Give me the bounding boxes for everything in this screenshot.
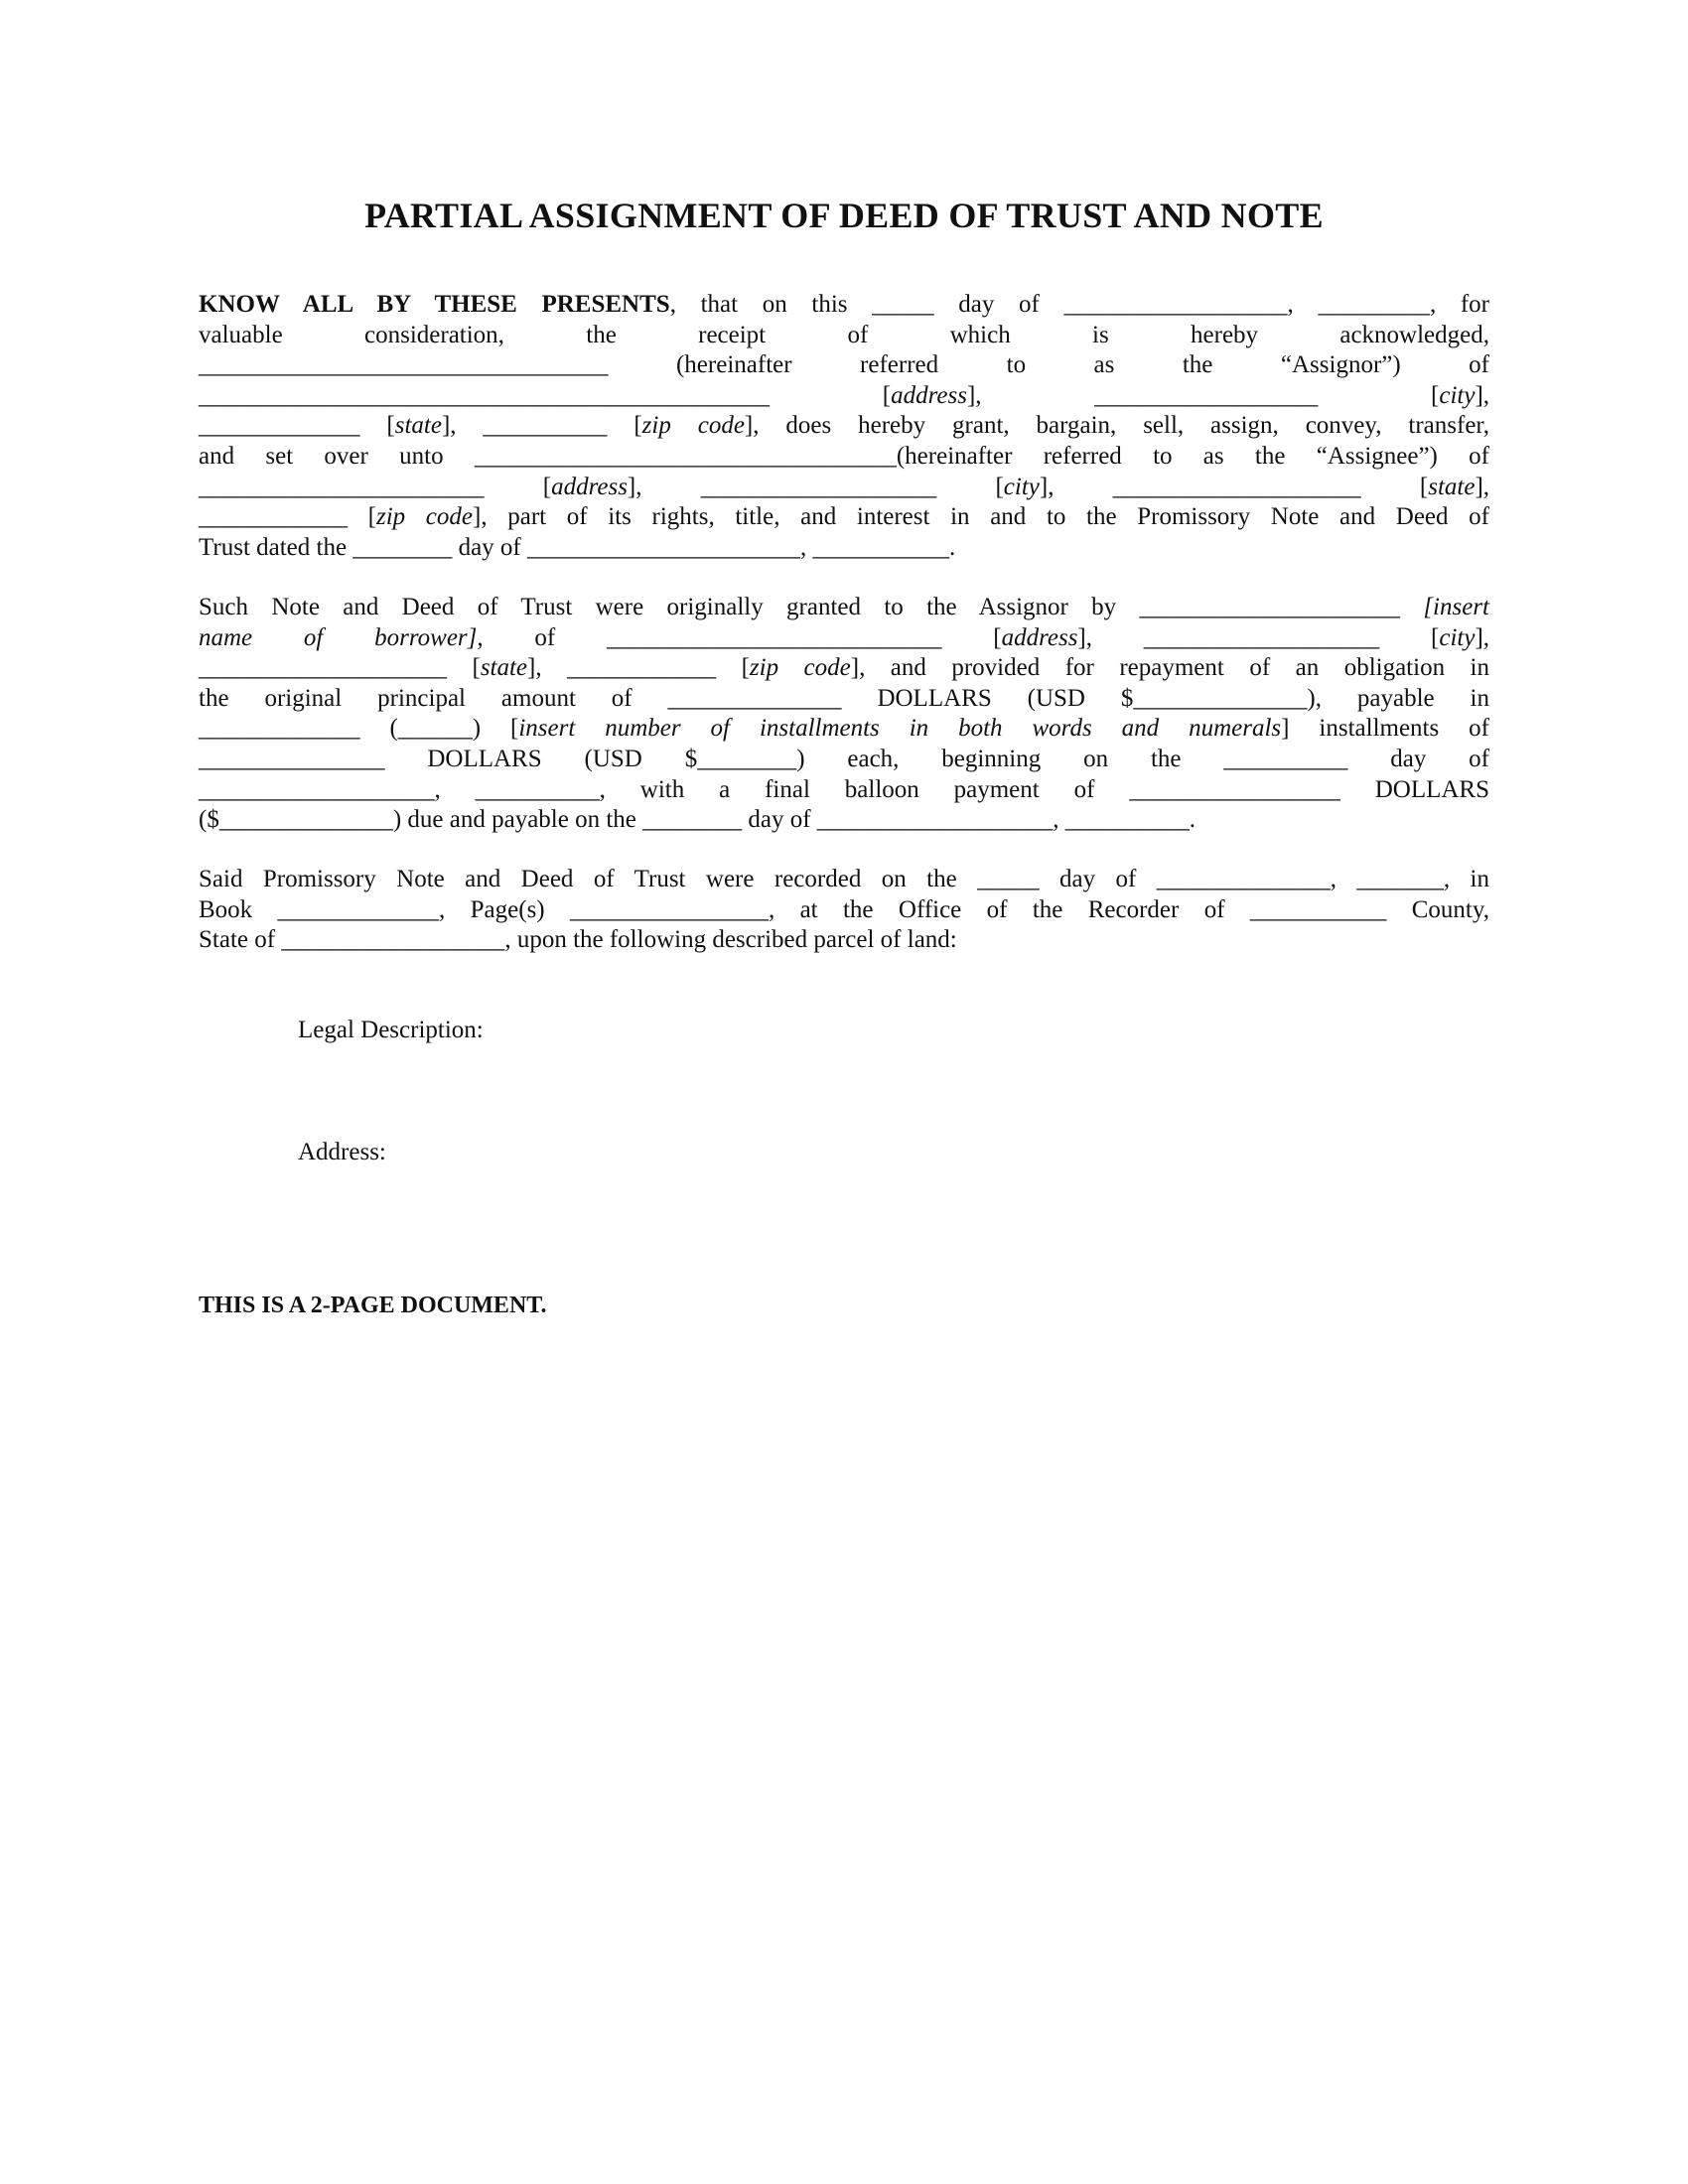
placeholder-hint: [city]	[995, 473, 1049, 500]
text-segment: , that on this _____ day of __________________, _________, for	[669, 291, 1489, 318]
text-line	[199, 290, 1489, 321]
text-segment: , does hereby grant, bargain, sell, assign, convey, transfer,	[753, 412, 1490, 440]
text-segment: , __________________	[975, 381, 1432, 409]
placeholder-hint: [zip code]	[741, 654, 860, 682]
text-segment: and set over unto __________________________________(hereinafter referred to as the “Assignee”) of	[199, 442, 1489, 470]
text-segment: _______________________	[199, 473, 543, 500]
text-segment: , of ___________________________	[477, 623, 994, 651]
text-segment: , ___________________	[635, 473, 996, 500]
text-line	[199, 350, 1489, 381]
text-segment: ,	[1482, 381, 1490, 409]
text-line	[199, 775, 1489, 806]
text-segment: name of borrower]	[199, 623, 478, 651]
text-segment: , ___________________	[1085, 623, 1432, 651]
text-line	[199, 593, 1489, 623]
text-line	[199, 745, 1489, 775]
text-line	[199, 321, 1489, 351]
placeholder-hint: [state]	[1419, 473, 1483, 500]
text-segment: , __________	[450, 412, 634, 440]
text-line	[199, 411, 1489, 442]
text-segment: ] installments of	[1281, 715, 1489, 743]
text-line	[199, 533, 1489, 564]
document-title: PARTIAL ASSIGNMENT OF DEED OF TRUST AND NOTE	[364, 196, 1324, 235]
text-segment: ____________	[199, 503, 368, 531]
legal-description-label: Legal Description:	[298, 1017, 484, 1043]
address-label: Address:	[298, 1139, 386, 1165]
text-line	[199, 653, 1489, 684]
placeholder-hint: [zip code]	[633, 412, 754, 440]
text-segment: , ____________________	[1048, 473, 1420, 500]
placeholder-hint: [address]	[993, 623, 1086, 651]
text-line	[199, 714, 1489, 745]
text-segment: State of __________________, upon the following described parcel of land:	[199, 926, 957, 954]
text-segment: insert number of installments in both words and numerals	[518, 715, 1282, 743]
text-segment: _________________________________ (hereinafter referred to as the “Assignor”) of	[199, 351, 1489, 379]
text-segment: ___________________, __________, with a final balloon payment of _________________ DOLLARS	[199, 775, 1489, 803]
text-line	[199, 805, 1489, 836]
text-line	[199, 623, 1489, 654]
text-segment: _____________	[199, 412, 387, 440]
text-segment: ____________________	[199, 654, 473, 682]
page-count-note: THIS IS A 2-PAGE DOCUMENT.	[199, 1293, 547, 1318]
text-segment: , ____________	[535, 654, 742, 682]
text-segment: ,	[1482, 473, 1490, 500]
placeholder-hint: [city]	[1431, 381, 1483, 409]
text-line	[199, 473, 1489, 503]
text-segment: Such Note and Deed of Trust were originally granted to the Assignor by _____________________	[199, 594, 1424, 620]
text-line	[199, 684, 1489, 715]
emphasis-text: KNOW ALL BY THESE PRESENTS	[199, 291, 670, 318]
paragraph-assignment-grant	[199, 290, 1489, 563]
placeholder-hint: [state]	[386, 412, 451, 440]
text-segment: ($______________) due and payable on the ________ day of ___________________, __________.	[199, 806, 1196, 834]
text-segment: Said Promissory Note and Deed of Trust were recorded on the _____ day of ______________, _______, in	[199, 866, 1489, 892]
text-line	[199, 381, 1489, 412]
text-line	[199, 895, 1489, 926]
text-segment: , and provided for repayment of an obligation in	[859, 654, 1489, 682]
text-segment: the original principal amount of ______________ DOLLARS (USD $______________), payable in	[199, 684, 1489, 712]
text-segment: Book _____________, Page(s) ________________, at the Office of the Recorder of ___________ County,	[199, 895, 1489, 923]
text-segment: _____________ (______) [	[199, 715, 519, 743]
text-segment: valuable consideration, the receipt of which is hereby acknowledged,	[199, 321, 1489, 348]
text-segment: [insert	[1423, 594, 1489, 620]
text-line	[199, 502, 1489, 533]
text-line	[199, 865, 1489, 895]
text-line	[199, 925, 1489, 956]
placeholder-hint: [zip code]	[367, 503, 482, 531]
text-line	[199, 442, 1489, 473]
placeholder-hint: [address]	[542, 473, 636, 500]
placeholder-hint: [city]	[1431, 623, 1483, 651]
paragraph-recording-info	[199, 865, 1489, 956]
paragraph-original-grant	[199, 593, 1489, 836]
text-segment: ______________________________________________	[199, 381, 883, 409]
text-segment: _______________ DOLLARS (USD $________) each, beginning on the __________ day of	[199, 745, 1489, 772]
text-segment: ,	[1482, 623, 1490, 651]
placeholder-hint: [address]	[882, 381, 976, 409]
placeholder-hint: [state]	[472, 654, 536, 682]
text-segment: , part of its rights, title, and interest in and to the Promissory Note and Deed of	[481, 503, 1489, 531]
text-segment: Trust dated the ________ day of ______________________, ___________.	[199, 533, 956, 561]
